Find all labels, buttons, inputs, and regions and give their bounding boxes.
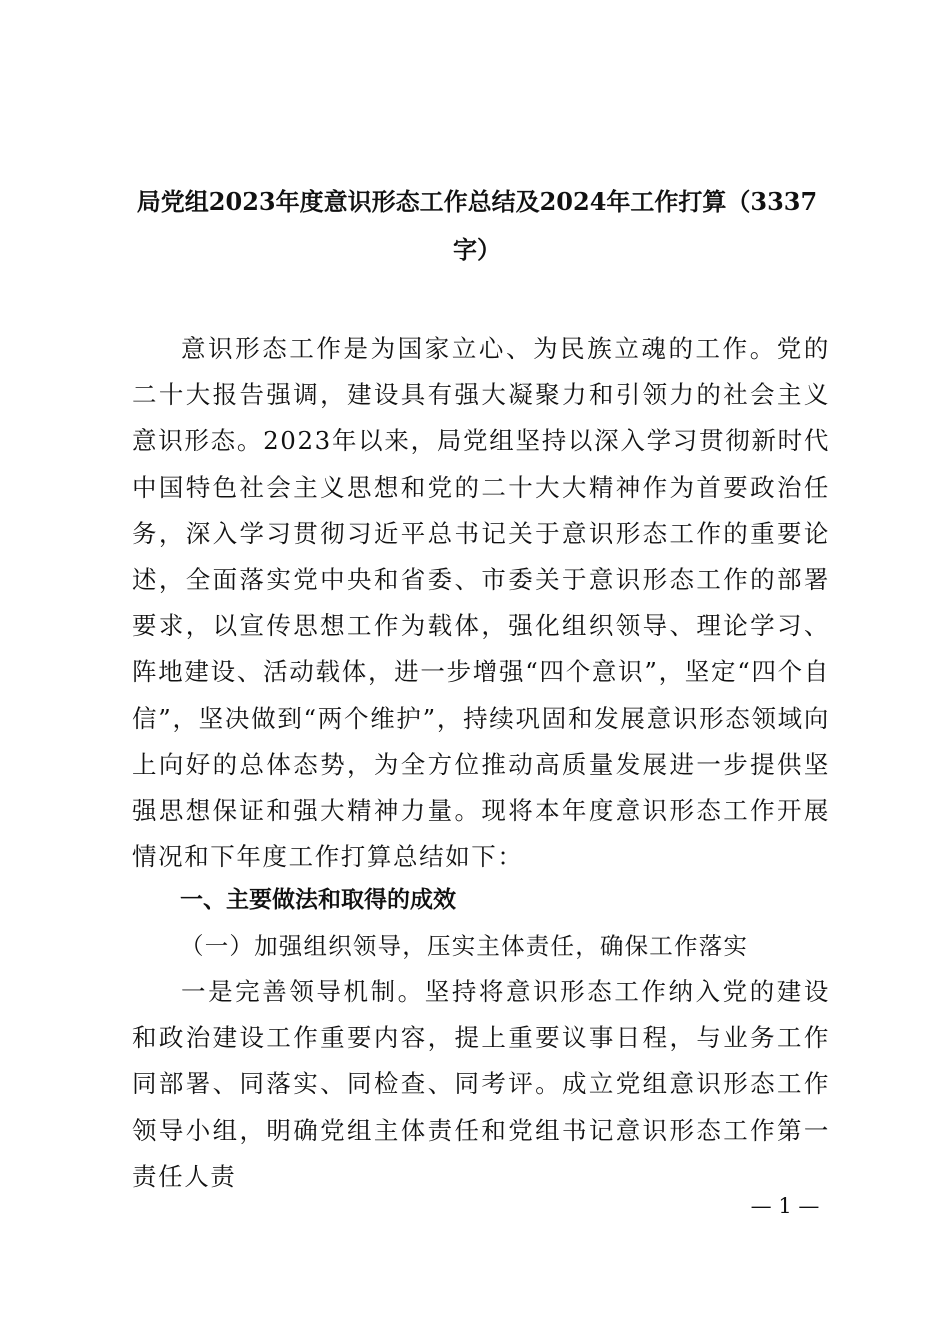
- subsection-heading: （一）加强组织领导，压实主体责任，确保工作落实: [180, 932, 749, 960]
- section-heading: 一、主要做法和取得的成效: [180, 887, 456, 913]
- intro-paragraph: 意识形态工作是为国家立心、为民族立魂的工作。党的二十大报告强调，建设具有强大凝聚力和引领力的社会主义意识形态。2023年以来，局党组坚持以深入学习贯彻新时代中国特色社会主义思想和党的二十大大精神作为首要政治任务，深入学习贯彻习近平总书记关于意识形态工作的重要论述，全面落实党中央和省委、市委关于意识形态工作的部署要求，以宣传思想工作为载体，强化组织领导、理论学习、阵地建设、活动载体，进一步增强“四个意识”，坚定“四个自信”，坚决做到“两个维护”，持续巩固和发展意识形态领域向上向好的总体态势，为全方位推动高质量发展进一步提供坚强思想保证和强大精神力量。现将本年度意识形态工作开展情况和下年度工作打算总结如下：: [132, 334, 830, 872]
- page-number: — 1 —: [750, 1194, 820, 1218]
- body-paragraph: 一是完善领导机制。坚持将意识形态工作纳入党的建设和政治建设工作重要内容，提上重要议事日程，与业务工作同部署、同落实、同检查、同考评。成立党组意识形态工作领导小组，明确党组主体责任和党组书记意识形态工作第一责任人责: [132, 977, 830, 1191]
- document-title: 局党组2023年度意识形态工作总结及2024年工作打算（3337字）: [136, 187, 818, 264]
